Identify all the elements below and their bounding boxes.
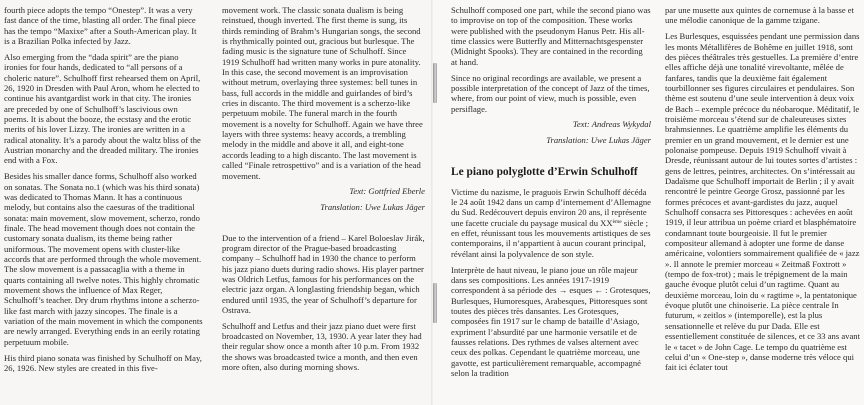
section-heading: Le piano polyglotte d’Erwin Schulhoff — [451, 165, 638, 178]
paragraph: Also emerging from the “dada spirit” are the piano ironies for four hands, dedicated to “all persons of a choleric nature”. Schulhoff first rehearsed them on April, 26, 1920 in Dresden with Paul Aron, whom he elected to continue his avantgardist work in that city. The ironies are preceded by one of Schulhoff’s lascivious own poems. It is about the booze, the ecstasy and the erotic merits of his lover Lizzy. The ironies are written in a radical atonality. It’s a parody about the waltz bliss of the Austrian monarchy and the dreaded military. The ironies end with a Fox. — [4, 51, 201, 166]
paragraph: fourth piece adopts the tempo “Onestep”. It was a very fast dance of the time, blasting all order. The final piece has the tempo “Maxixe” after a South-American play. It is a Brazilian Polka infected by Jazz. — [4, 5, 197, 47]
paragraph — [451, 187, 651, 259]
paragraph: Interprète de haut niveau, le piano joue un rôle majeur dans ses compositions. Les années 1917-1919 correspondent à sa période des → esques ← : Grotesques, Burlesques, Humoresques, Arabesques, Pittoresques sont toutes des pièces très dansantes. Les Grotesques, composées fin 1917 sur le champ de bataille d’Asiago, expriment l’absurdité par une harmonie versatile et de fausses relations. Des rythmes de valses alternent avec ceux des polkas. Cependant le quatrième morceau, une gavotte, est particulièrement remarquable, accompagné selon la tradition — [451, 264, 651, 378]
paragraph-text: Victime du nazisme, le praguois Erwin Schulhoff décéda le 24 août 1942 dans un camp d’internement d’Allemagne du Sud. Redécouvert depuis environ 20 ans, il représente une facette cruciale du paysage — [451, 186, 651, 228]
credit-block — [451, 119, 651, 145]
mixed-column-3 — [451, 5, 651, 403]
paragraph-text: musical du XX — [560, 217, 613, 228]
staple — [433, 63, 437, 103]
translator-credit: Translation: Uwe Lukas Jäger — [546, 135, 651, 146]
superscript: ème — [612, 218, 622, 225]
paragraph: movement work. The classic sonata dualism is being reinstued, though inverted. The first theme is sung, its thirds reminding of Brahm’s Hungarian songs, the second is rhythmically pointed out, gracious but burlesque. The fading music is the signature tune of Schulhoff. Since 1919 Schulhoff had written many works in pure atonality. In this case, the second movement is an improvisation without metrum, overlaying three systemes: bell tunes in bass, full accords in the middle and guirlandes of bird’s cries in discanto. The third movement is a scherzo-like perpetuum mobile. The funeral march in the fourth movement is a novelty for Schulhoff. Again we have three layers with three systems: heavy accords, a trembling melody in the middle and above it all, and eight-tone accords leading to a high discanto. The last movement is called “Finale retrospettivo” and is a variation of the head movement. — [222, 5, 423, 181]
paragraph: par une musette aux quintes de cornemuse à la basse et une mélodie canonique de la gamme tzigane. — [665, 5, 854, 26]
paragraph: Besides his smaller dance forms, Schulhoff also worked on sonatas. The Sonata no.1 (which was his third sonata) was dedicated to Thomas Mann. It has a continuous melody, but contains also the caesuras of the traditional sonata: main movement, slow movement, scherzo, rondo finale. The head movement though does not contain the customary sonata dualism, its theme being rather uniformous. The movement opens with cluster-like accords that are performed through the whole movement. The slow movement is a passacaglia with a theme in quarts containing all twelve notes. This highly chromatic movement shows the influence of Max Reger, Schulhoff’s teacher. Dry drum rhythms intone a scherzo-like fast march with jazzy sincopes. The finale is a variation of the main movement in which the components are newly arranged. Everything ends in an eerily rotating perpetuum mobile. — [4, 171, 203, 347]
staple — [433, 283, 437, 323]
french-column-4 — [665, 5, 860, 403]
paragraph: Schulhoff composed one part, while the second piano was to improvise on top of the composition. These works were published with the pseudonym Hanus Petr. His all-time classics were Butterfly and Mitternachtsgespenster (Midnight Spooks). They are contained in the recording at hand. — [451, 5, 651, 67]
paragraph: Since no original recordings are available, we present a possible interpretation of the concept of Jazz of the times, where, from our point of view, much is possible, even persiflage. — [451, 72, 650, 114]
paragraph: Les Burlesques, esquissées pendant une permission dans les monts Métallifères de Bohême en juillet 1918, sont des pièces théâtrales très gestuelles. La première d’entre elles affiche déjà une tonalité virevoltante, mêlée de fanfares, tandis que la deuxième fait également tourbillonner ses figures circulaires et pendulaires. Son thème est soutenu d’une seule intervention à deux voix de Bach – exemple précoce du néobaroque. Méditatif, le troisième morceau s’étend sur de chaleureuses sixtes brahmsiennes. Le quatrième amplifie les éléments du premier en un grand mouvement, et le dernier est une polonaise pompeuse. Depuis 1919 Schulhoff vivait à Dresde, réunissant autour de lui toutes sortes d’artistes : gens de lettres, peintres, architectes. On s’intéressait au Dadaïsme que Schulhoff importait de Berlin ; il y avait rencontré le peintre George Grosz, passionné par les formes précoces et avant-gardistes du jazz, auquel Schulhoff consacra ses Pittoresques : achevées en août 1919, il leur attribua un poème criard et blasphématoire condamnant toute bourgeoisie. Il fut le premier compositeur allemand à adopter une forme de danse américaine, volontiers sommairement qualifiée de « jazz ». Il annote le premier morceau « Zeitmaß Foxtrott » (tempo de fox-trot) ; mais le trépignement de la main gauche évoque plutôt celui d’un ragtime. Quant au deuxième morceau, loin du « ragtime », la pentatonique évoque plutôt une chinoiserie. La pièce centrale In futurum, « zeitlos » (intemporelle), est la plus sensationnelle et relève du pur Dada. Elle est essentiellement constituée de silences, et ce 33 ans avant le « tacet » de John Cage. Le tempo du quatrième est celui d’un « One-step », danse moderne très véloce qui fait ici éclater tout — [665, 31, 860, 373]
english-column-1 — [4, 5, 203, 403]
page-gutter — [431, 0, 433, 405]
credit-block — [222, 186, 425, 212]
author-credit: Text: Gottfried Eberle — [349, 186, 425, 197]
paragraph: Due to the intervention of a friend – Karel Boloeslav Jirák, program director of the Prague-based broadcasting company – Schulhoff had in 1930 the chance to perform his jazz piano duets during radio shows. His player partner was Oldrich Letfus, famous for his performances on the electric jazz organ. A longlasting friendship began, which endured until 1935, the year of Schulhoff’s departure for Ostrava. — [222, 232, 425, 315]
author-credit: Text: Andreas Wykydal — [572, 119, 651, 130]
paragraph-text: siècle ; en effet, réunissant tous les mouvements artistiques de ses contemporains, il n’appartient à aucun courant principal, révélant ainsi la polyvalence de son style. — [451, 217, 651, 259]
paragraph: His third piano sonata was finished by Schulhoff on May, 26, 1926. New styles are created in this five- — [4, 352, 202, 373]
translator-credit: Translation: Uwe Lukas Jäger — [320, 202, 425, 213]
right-page — [432, 0, 864, 405]
paragraph: Schulhoff and Letfus and their jazz piano duet were first broadcasted on November, 13, 1930. A year later they had their regular show once a month after 10 p.m. From 1932 the shows was broadcasted twice a month, and then even more often, also during morning shows. — [222, 320, 422, 373]
english-column-2 — [222, 5, 425, 403]
